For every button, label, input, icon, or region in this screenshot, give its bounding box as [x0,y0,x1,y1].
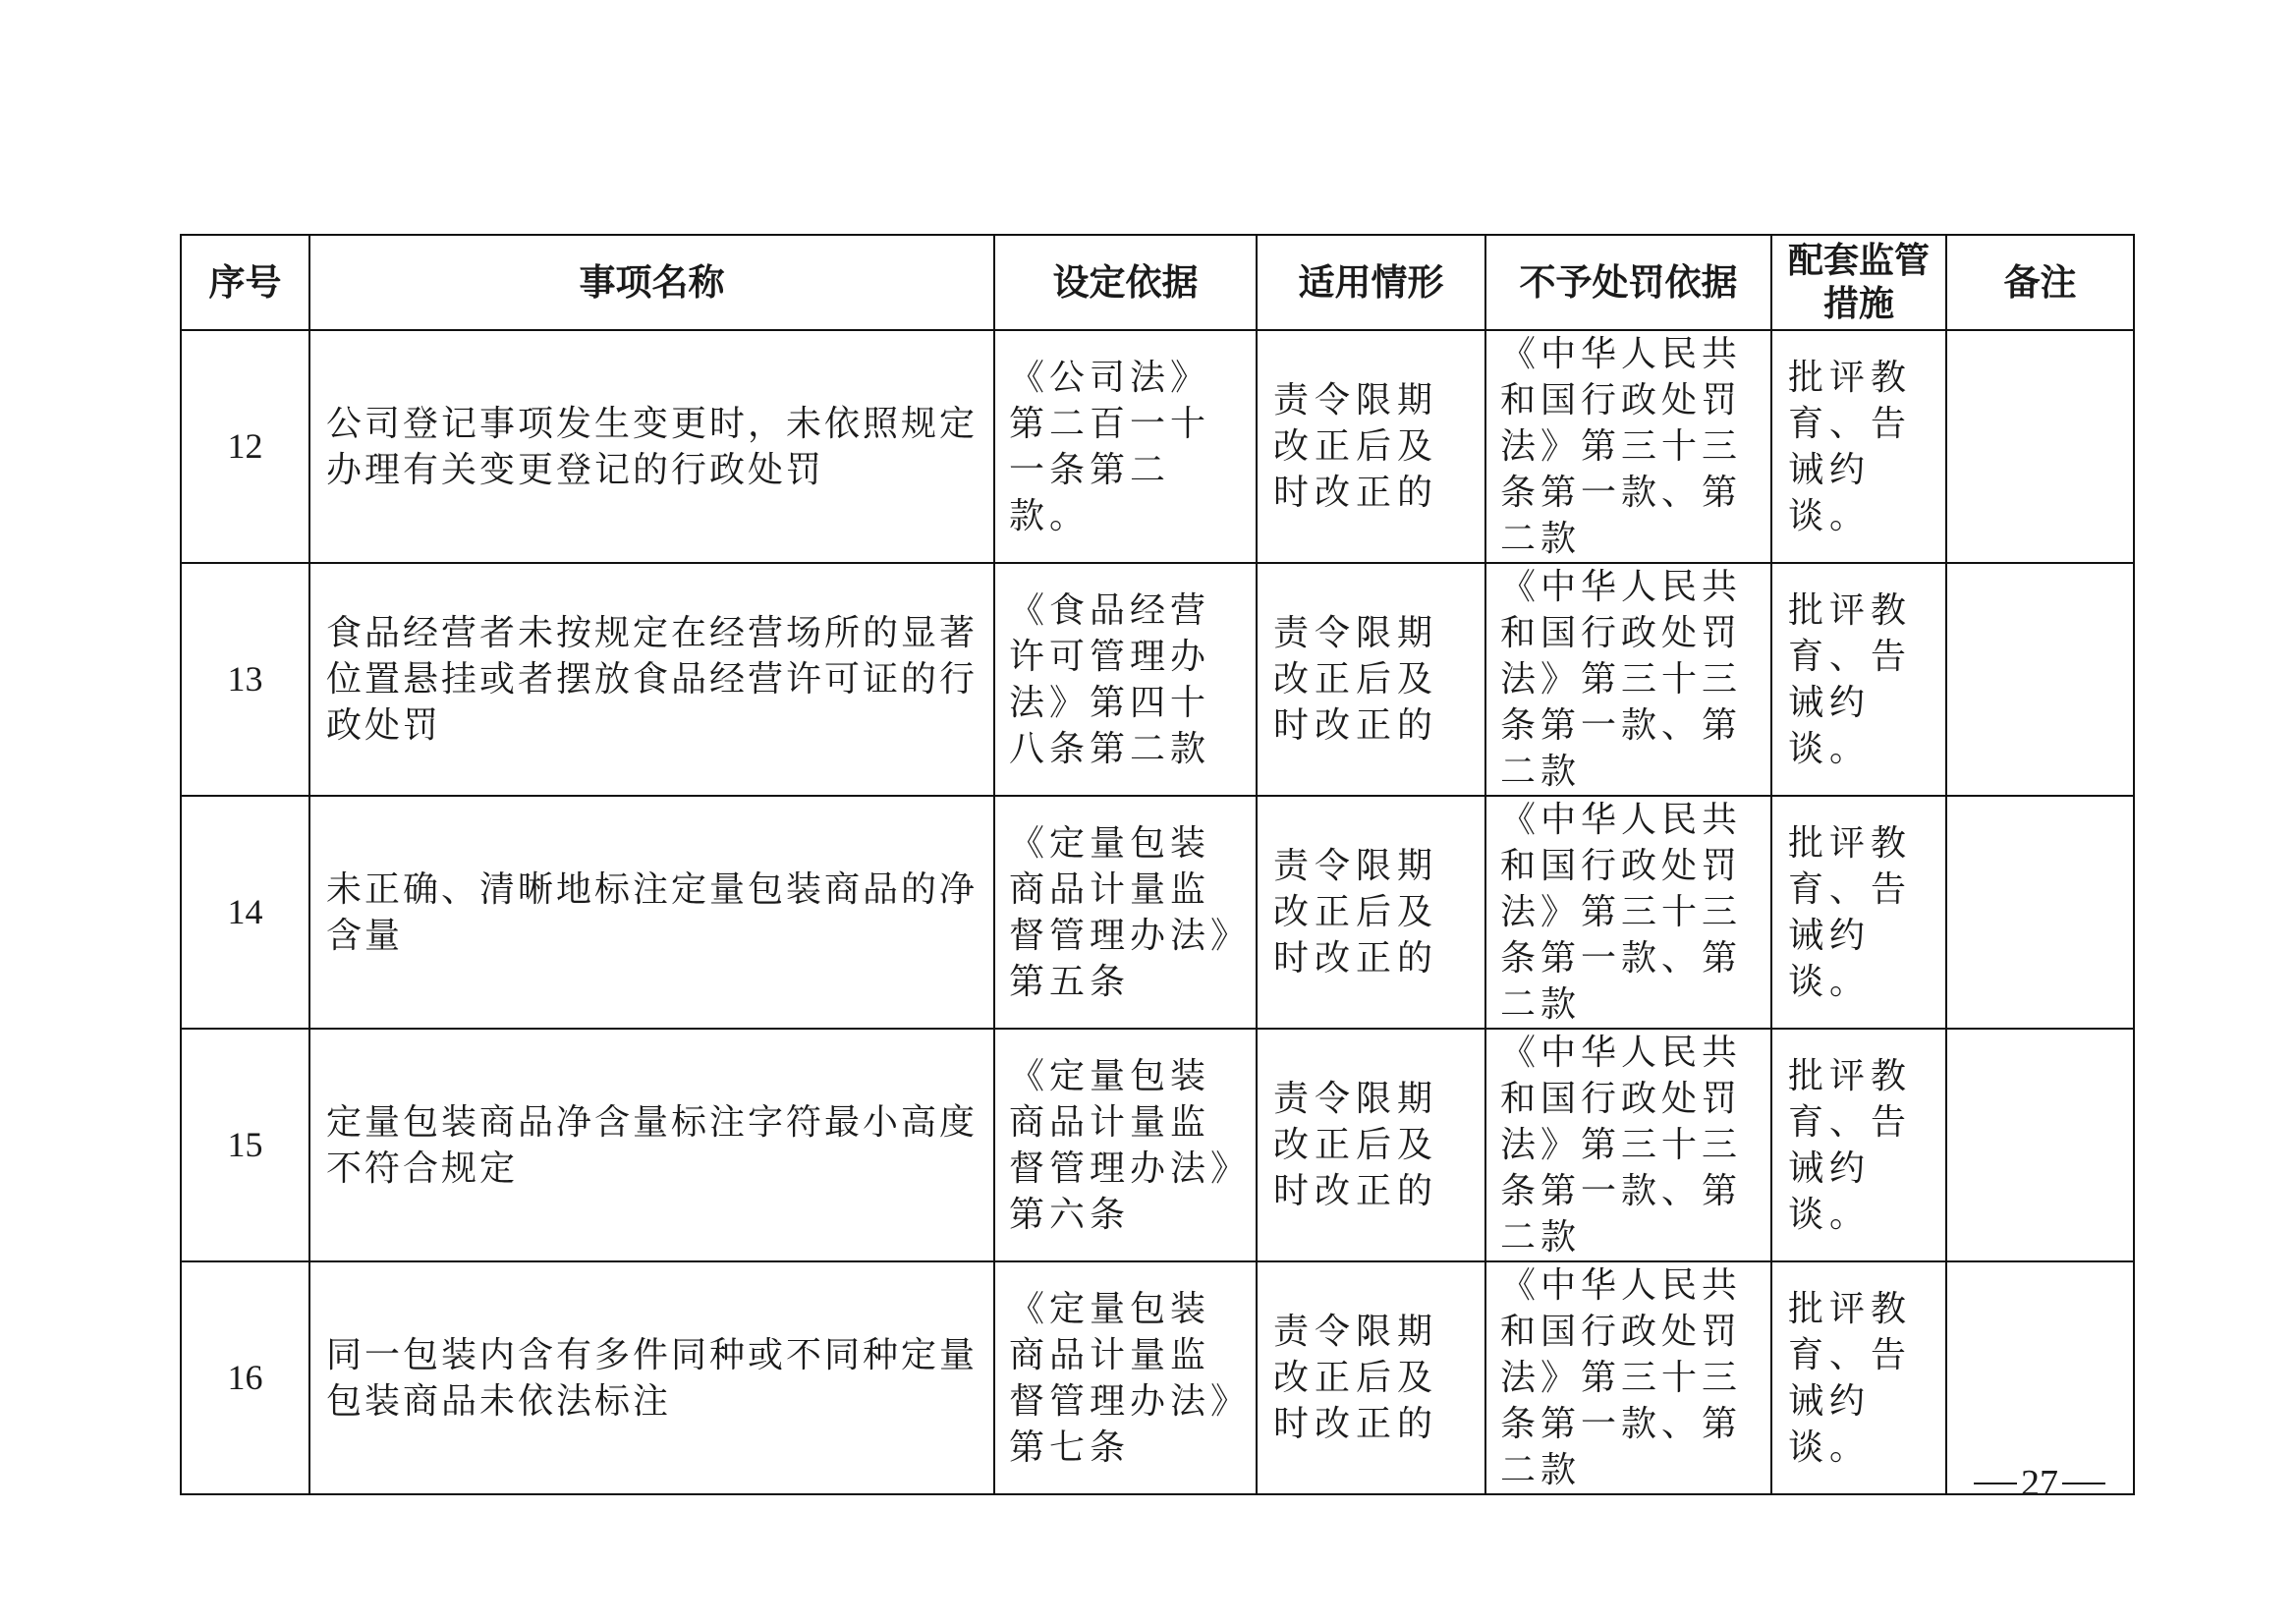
page-number-left-dash [1974,1483,2017,1484]
header-item-name: 事项名称 [309,235,994,330]
header-remarks: 备注 [1946,235,2134,330]
item-name-text: 未正确、清晰地标注定量包装商品的净含量 [326,868,979,956]
measures-cell [1771,1029,1946,1261]
no-penalty-basis-text: 《中华人民共和国行政处罚法》第三十三条第一款、第二款 [1500,334,1743,559]
remarks-cell [1946,1029,2134,1261]
remarks-cell [1946,330,2134,563]
basis-text: 《定量包装商品计量监督管理办法》第七条 [1009,1288,1234,1468]
row-number: 15 [181,1029,309,1261]
row-number: 16 [181,1261,309,1494]
page-number-right-dash [2062,1483,2105,1484]
item-name-cell [309,1261,994,1494]
item-name-cell [309,330,994,563]
measures-text: 批评教育、告诫约谈。 [1788,822,1913,1002]
measures-text: 批评教育、告诫约谈。 [1788,1288,1913,1468]
item-name-cell [309,1029,994,1261]
table-row [181,1261,2134,1494]
header-basis: 设定依据 [994,235,1257,330]
no-penalty-basis-cell [1485,563,1771,796]
item-name-text: 定量包装商品净含量标注字符最小高度不符合规定 [326,1101,979,1189]
basis-cell [994,796,1257,1029]
penalty-exemption-table [180,234,2135,1495]
no-penalty-basis-text: 《中华人民共和国行政处罚法》第三十三条第一款、第二款 [1500,1033,1743,1258]
row-number: 12 [181,330,309,563]
basis-text: 《定量包装商品计量监督管理办法》第五条 [1009,822,1234,1002]
basis-cell [994,1029,1257,1261]
no-penalty-basis-text: 《中华人民共和国行政处罚法》第三十三条第一款、第二款 [1500,800,1743,1025]
basis-text: 《定量包装商品计量监督管理办法》第六条 [1009,1055,1234,1235]
situation-cell [1257,563,1485,796]
no-penalty-basis-text: 《中华人民共和国行政处罚法》第三十三条第一款、第二款 [1500,1265,1743,1490]
page-number-text: 27 [2021,1463,2058,1504]
measures-text: 批评教育、告诫约谈。 [1788,357,1913,536]
header-no: 序号 [181,235,309,330]
header-no-penalty-basis: 不予处罚依据 [1485,235,1771,330]
remarks-cell [1946,563,2134,796]
no-penalty-basis-text: 《中华人民共和国行政处罚法》第三十三条第一款、第二款 [1500,567,1743,792]
situation-text: 责令限期改正后及时改正的 [1273,846,1439,979]
basis-cell [994,1261,1257,1494]
situation-cell [1257,796,1485,1029]
header-measures: 配套监管措施 [1771,235,1946,330]
basis-cell [994,330,1257,563]
measures-cell [1771,796,1946,1029]
situation-cell [1257,330,1485,563]
situation-cell [1257,1261,1485,1494]
measures-text: 批评教育、告诫约谈。 [1788,589,1913,769]
no-penalty-basis-cell [1485,796,1771,1029]
item-name-text: 公司登记事项发生变更时，未依照规定办理有关变更登记的行政处罚 [326,403,979,490]
header-situation: 适用情形 [1257,235,1485,330]
item-name-cell [309,796,994,1029]
basis-cell [994,563,1257,796]
table-row [181,330,2134,563]
situation-cell [1257,1029,1485,1261]
page-number [1970,1462,2109,1505]
situation-text: 责令限期改正后及时改正的 [1273,613,1439,746]
situation-text: 责令限期改正后及时改正的 [1273,1079,1439,1211]
item-name-text: 食品经营者未按规定在经营场所的显著位置悬挂或者摆放食品经营许可证的行政处罚 [326,613,979,746]
table-row [181,1029,2134,1261]
no-penalty-basis-cell [1485,1261,1771,1494]
table-row [181,796,2134,1029]
remarks-cell [1946,796,2134,1029]
table-row [181,563,2134,796]
row-number: 14 [181,796,309,1029]
remarks-cell [1946,1261,2134,1494]
item-name-cell [309,563,994,796]
basis-text: 《食品经营许可管理办法》第四十八条第二款 [1009,589,1211,769]
basis-text: 《公司法》第二百一十一条第二款。 [1009,357,1211,536]
situation-text: 责令限期改正后及时改正的 [1273,1312,1439,1444]
no-penalty-basis-cell [1485,1029,1771,1261]
table-header-row [181,235,2134,330]
situation-text: 责令限期改正后及时改正的 [1273,380,1439,513]
measures-cell [1771,330,1946,563]
no-penalty-basis-cell [1485,330,1771,563]
measures-cell [1771,563,1946,796]
measures-cell [1771,1261,1946,1494]
item-name-text: 同一包装内含有多件同种或不同种定量包装商品未依法标注 [326,1334,979,1422]
measures-text: 批评教育、告诫约谈。 [1788,1055,1913,1235]
row-number: 13 [181,563,309,796]
